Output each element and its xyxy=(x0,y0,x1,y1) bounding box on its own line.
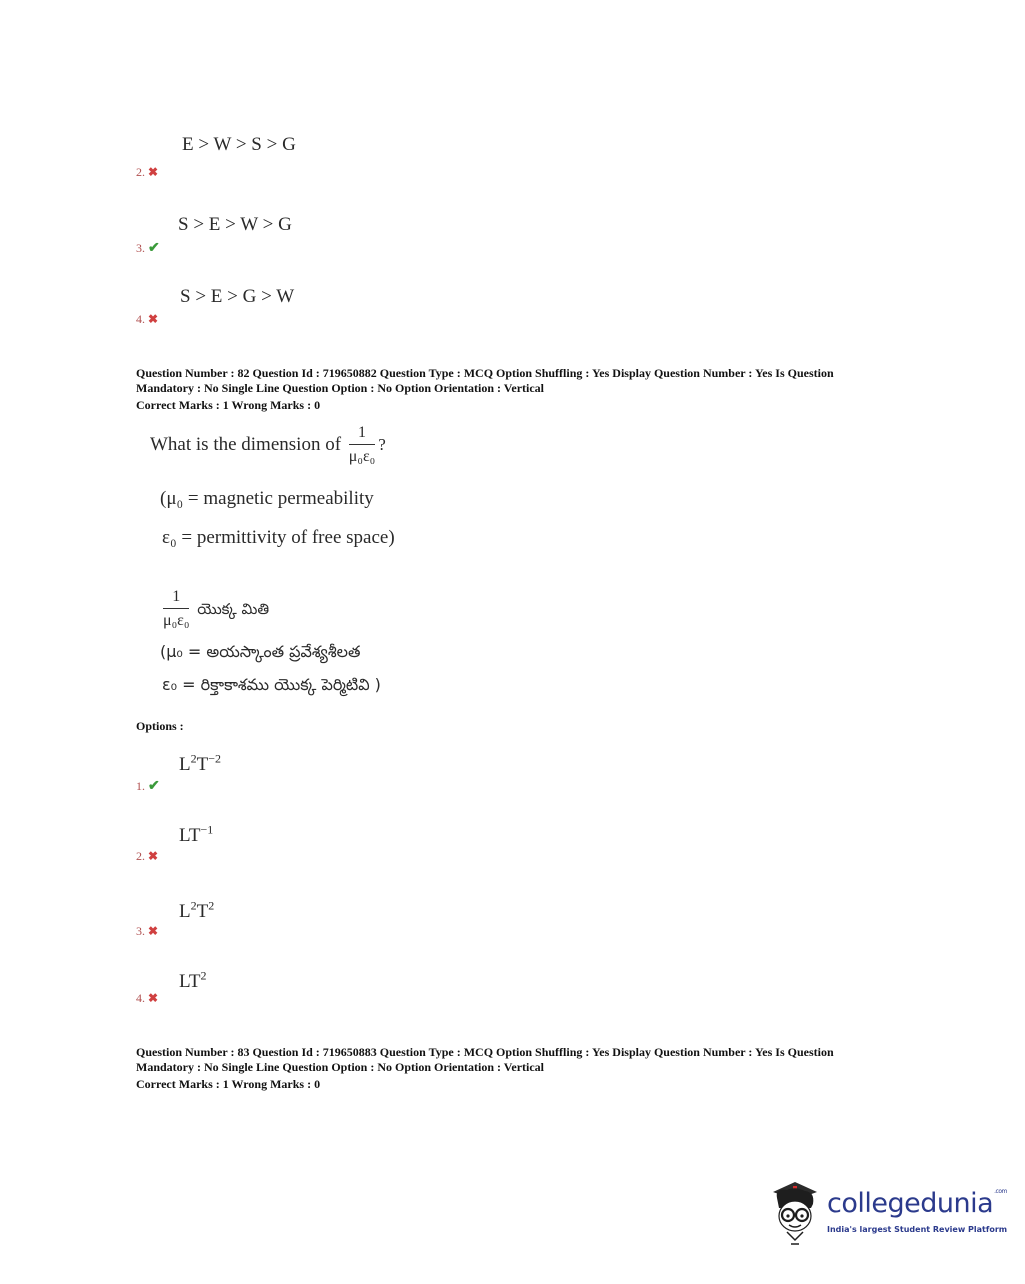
option-index: 2. xyxy=(136,849,145,863)
meta-line: Question Number : 82 Question Id : 719650882 Question Type : MCQ Option Shuffling : Yes Display Question Number : Yes Is Question xyxy=(136,366,834,380)
meta-line: Question Number : 83 Question Id : 719650883 Question Type : MCQ Option Shuffling : Yes Display Question Number : Yes Is Question xyxy=(136,1045,834,1059)
option-text xyxy=(179,898,215,923)
option-number xyxy=(136,778,160,795)
option-base: T xyxy=(196,901,209,922)
option-text xyxy=(179,822,214,847)
option-exponent: 2 xyxy=(208,898,215,913)
question-meta xyxy=(136,366,896,413)
mascot-icon xyxy=(765,1178,825,1248)
fraction-numerator: 1 xyxy=(349,424,375,445)
option-index: 2. xyxy=(136,165,145,179)
fraction-numerator: 1 xyxy=(163,588,189,609)
logo-name: collegedunia xyxy=(827,1188,994,1219)
option-number xyxy=(136,924,158,939)
option-text: S > E > G > W xyxy=(180,286,295,307)
question-suffix: ? xyxy=(378,434,386,454)
option-base: L xyxy=(179,901,191,922)
option-number xyxy=(136,165,158,180)
correct-mark-icon: ✔ xyxy=(148,779,160,794)
question-meta xyxy=(136,1045,896,1092)
options-label: Options : xyxy=(136,719,184,733)
option-number xyxy=(136,991,158,1006)
option-text xyxy=(179,968,207,993)
wrong-mark-icon: ✖ xyxy=(148,312,159,326)
option-base: LT xyxy=(179,825,201,846)
fraction-denominator: μ₀ε₀ xyxy=(348,448,376,465)
telugu-note-mu: (μ₀ = అయస్కాంత ప్రవేశ్యశీలత xyxy=(160,642,361,661)
telugu-text: యొక్క మితి xyxy=(197,599,270,618)
option-exponent: 2 xyxy=(190,898,197,913)
wrong-mark-icon: ✖ xyxy=(148,165,159,179)
option-exponent: −2 xyxy=(208,751,221,766)
logo-suffix: .com xyxy=(994,1188,1007,1195)
option-base: T xyxy=(196,754,209,775)
option-text: S > E > W > G xyxy=(178,214,292,235)
option-base: L xyxy=(179,754,191,775)
option-text: E > W > S > G xyxy=(182,134,296,155)
option-exponent: 2 xyxy=(200,968,207,983)
fraction xyxy=(349,424,375,467)
logo-tagline: India's largest Student Review Platform xyxy=(827,1225,1008,1234)
telugu-note-epsilon: ε₀ = రిక్తాకాశము యొక్క పెర్మిటివి ) xyxy=(162,675,381,694)
option-index: 3. xyxy=(136,924,145,938)
note-mu: (μ₀ = magnetic permeability xyxy=(160,488,374,509)
wrong-mark-icon: ✖ xyxy=(148,924,159,938)
meta-marks: Correct Marks : 1 Wrong Marks : 0 xyxy=(136,398,321,412)
logo-wordmark xyxy=(827,1188,1007,1219)
option-index: 4. xyxy=(136,312,145,326)
wrong-mark-icon: ✖ xyxy=(148,849,159,863)
correct-mark-icon: ✔ xyxy=(148,241,160,256)
option-number xyxy=(136,849,158,864)
option-index: 1. xyxy=(136,779,145,793)
wrong-mark-icon: ✖ xyxy=(148,991,159,1005)
meta-line: Mandatory : No Single Line Question Option : No Option Orientation : Vertical xyxy=(136,381,545,395)
telugu-question xyxy=(160,588,269,631)
option-exponent: −1 xyxy=(200,822,214,837)
note-epsilon: ε₀ = permittivity of free space) xyxy=(162,527,395,548)
option-index: 4. xyxy=(136,991,145,1005)
question-prefix: What is the dimension of xyxy=(150,433,342,455)
option-base: LT xyxy=(179,971,201,992)
fraction-denominator: μ₀ε₀ xyxy=(163,612,190,629)
option-index: 3. xyxy=(136,241,145,255)
question-text xyxy=(150,424,386,467)
collegedunia-logo[interactable] xyxy=(765,1178,1008,1248)
meta-marks: Correct Marks : 1 Wrong Marks : 0 xyxy=(136,1077,321,1091)
meta-line: Mandatory : No Single Line Question Option : No Option Orientation : Vertical xyxy=(136,1060,545,1074)
option-number xyxy=(136,240,160,257)
fraction xyxy=(163,588,189,631)
option-text xyxy=(179,751,221,776)
option-number xyxy=(136,312,158,327)
option-exponent: 2 xyxy=(190,751,197,766)
